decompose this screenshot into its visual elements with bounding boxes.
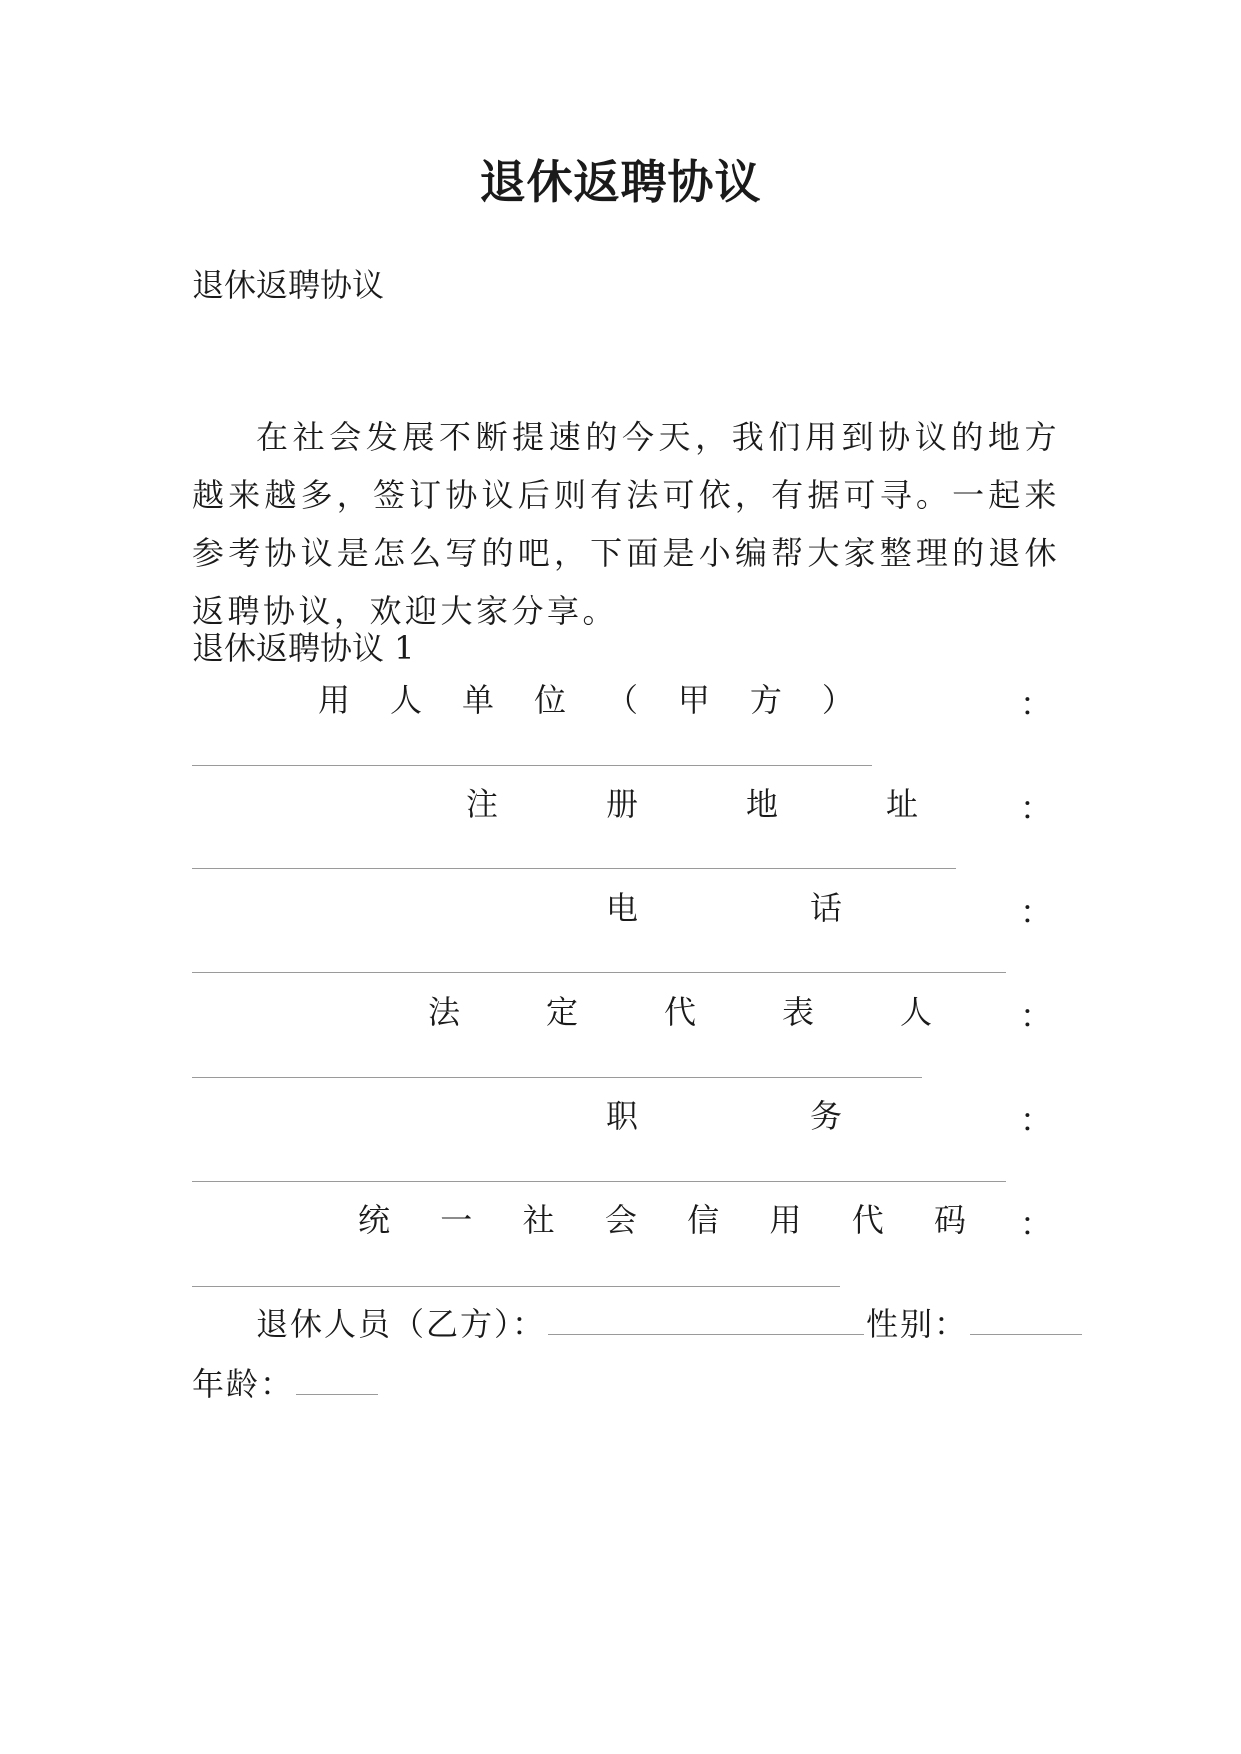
field-char: 电 [606, 889, 639, 927]
field-label-phone [606, 888, 842, 928]
blank-line-phone [192, 972, 1006, 973]
field-char: ） [821, 681, 854, 719]
intro-paragraph: 在社会发展不断提速的今天，我们用到协议的地方越来越多，签订协议后则有法可依，有据可寻。一起来参考协议是怎么写的吧，下面是小编帮大家整理的退休返聘协议，欢迎大家分享。 [192, 418, 1060, 630]
field-char: 地 [745, 785, 778, 823]
field-char: 用 [318, 681, 351, 719]
party-b-name-blank [548, 1304, 864, 1335]
field-char: 定 [545, 993, 578, 1031]
field-colon: ： [1020, 1205, 1053, 1243]
field-label-address [466, 784, 918, 824]
blank-line-employer [192, 765, 872, 766]
field-char: 统 [358, 1201, 391, 1239]
field-char: 话 [809, 889, 842, 927]
blank-line-legal-rep [192, 1077, 922, 1078]
blank-line-position [192, 1181, 1006, 1182]
field-label-legal-rep [428, 992, 932, 1032]
field-colon: ： [1020, 893, 1053, 931]
field-char: （ [605, 681, 638, 719]
field-char: 会 [604, 1201, 637, 1239]
age-line [192, 1364, 380, 1404]
field-label-employer [318, 680, 854, 720]
party-b-label: 退休人员（乙方）： [256, 1305, 547, 1343]
field-char: 一 [440, 1201, 473, 1239]
gender-blank [970, 1304, 1082, 1335]
field-colon: ： [1020, 789, 1053, 827]
field-colon: ： [1020, 997, 1053, 1035]
document-subtitle: 退休返聘协议 [192, 266, 385, 304]
field-char: 信 [687, 1201, 720, 1239]
field-char: 社 [522, 1201, 555, 1239]
party-b-line [256, 1304, 1084, 1344]
field-char: 务 [809, 1097, 842, 1135]
blank-line-credit-code [192, 1286, 840, 1287]
gender-label: 性别： [866, 1305, 969, 1343]
field-char: 代 [663, 993, 696, 1031]
field-char: 位 [533, 681, 566, 719]
field-char: 法 [428, 993, 461, 1031]
field-char: 码 [933, 1201, 966, 1239]
field-char: 甲 [677, 681, 710, 719]
field-char: 用 [769, 1201, 802, 1239]
field-colon: ： [1020, 685, 1053, 723]
field-char: 单 [461, 681, 494, 719]
section-heading: 退休返聘协议 1 [192, 629, 415, 667]
field-char: 表 [781, 993, 814, 1031]
document-title: 退休返聘协议 [479, 155, 762, 209]
blank-line-address [192, 868, 956, 869]
field-char: 人 [389, 681, 422, 719]
field-char: 址 [885, 785, 918, 823]
field-colon: ： [1020, 1101, 1053, 1139]
field-char: 代 [851, 1201, 884, 1239]
age-blank [296, 1364, 378, 1395]
field-label-credit-code [358, 1200, 966, 1240]
field-char: 人 [899, 993, 932, 1031]
field-char: 职 [606, 1097, 639, 1135]
field-label-position [606, 1096, 842, 1136]
field-char: 方 [749, 681, 782, 719]
field-char: 注 [466, 785, 499, 823]
age-label: 年龄： [192, 1365, 295, 1403]
field-char: 册 [605, 785, 638, 823]
